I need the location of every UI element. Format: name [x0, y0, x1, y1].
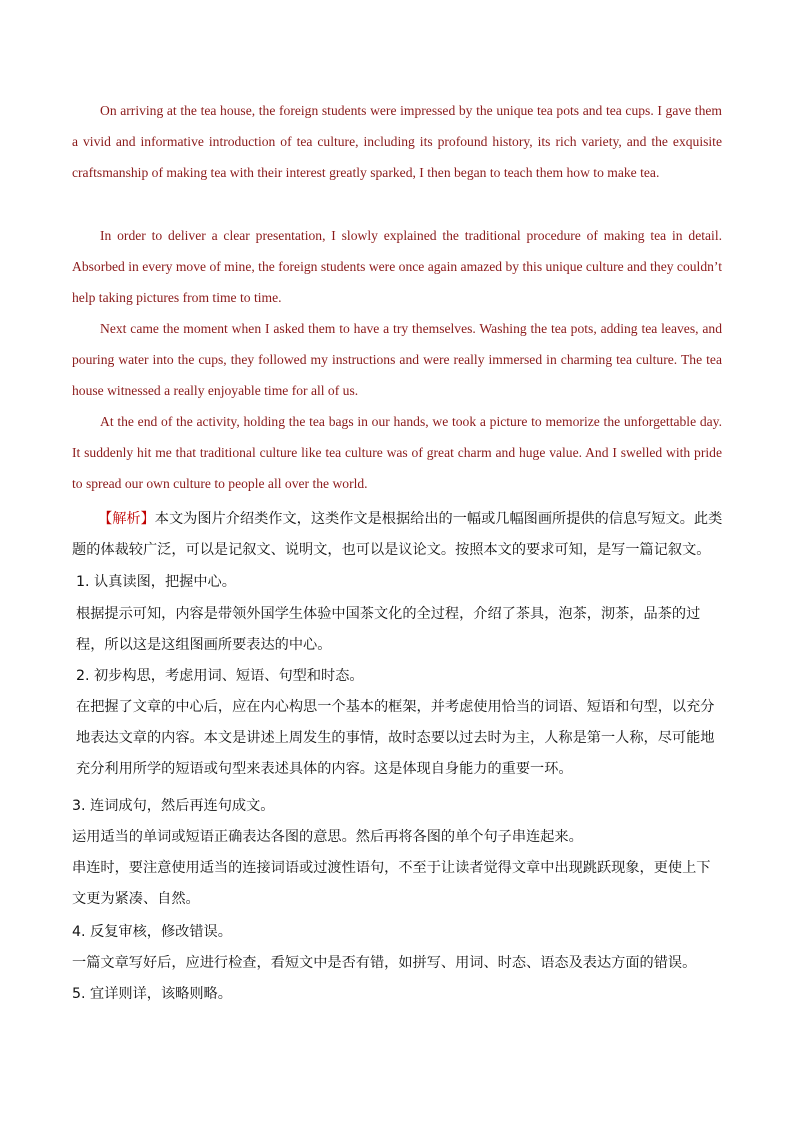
step-2-body: 在把握了文章的中心后，应在内心构思一个基本的框架，并考虑使用恰当的词语、短语和句型，以充分地表达文章的内容。本文是讲述上周发生的事情，故时态要以过去时为主，人称是第一人称，尽可能地充分利用所学的短语或句型来表述具体的内容。这是体现自身能力的重要一环。: [76, 699, 715, 777]
step-5-title: 5. 宜详则详，该略则略。: [72, 986, 232, 1002]
essay-paragraph-3-text: Next came the moment when I asked them to have a try themselves. Washing the tea pots, adding tea leaves, and pouring water into the cups, they followed my instructions and were really immersed in charming tea culture. The tea house witnessed a really enjoyable time for all of us.: [72, 321, 722, 398]
essay-paragraph-3: [72, 313, 722, 406]
step-1-title: 1. 认真读图，把握中心。: [76, 574, 236, 590]
analysis-intro-text: 本文为图片介绍类作文，这类作文是根据给出的一幅或几幅图画所提供的信息写短文。此类题的体裁较广泛，可以是记叙文、说明文，也可以是议论文。按照本文的要求可知，是写一篇记叙文。: [72, 511, 723, 558]
essay-paragraph-1: [72, 95, 722, 188]
analysis-intro: [72, 504, 724, 566]
essay-paragraph-2-text: In order to deliver a clear presentation, I slowly explained the traditional procedure of making tea in detail. Absorbed in every move of mine, the foreign students were once again amazed by this unique culture and they couldn’t help taking pictures from time to time.: [72, 228, 722, 305]
essay-paragraph-2: [72, 220, 722, 313]
step-4-title: 4. 反复审核，修改错误。: [72, 924, 232, 940]
essay-paragraph-4: [72, 406, 722, 499]
essay-paragraph-4-text: At the end of the activity, holding the tea bags in our hands, we took a picture to memorize the unforgettable day. It suddenly hit me that traditional culture like tea culture was of great charm and huge value. And I swelled with pride to spread our own culture to people all over the world.: [72, 414, 722, 491]
step-1-body: 根据提示可知，内容是带领外国学生体验中国茶文化的全过程，介绍了茶具，泡茶，沏茶，品茶的过程，所以这是这组图画所要表达的中心。: [76, 606, 701, 653]
step-3-body-2: 串连时，要注意使用适当的连接词语或过渡性语句，不至于让读者觉得文章中出现跳跃现象，更使上下文更为紧凑、自然。: [72, 860, 711, 907]
step-4-body: 一篇文章写好后，应进行检查，看短文中是否有错，如拼写、用词、时态、语态及表达方面的错误。: [72, 955, 697, 971]
step-2-title: 2. 初步构思，考虑用词、短语、句型和时态。: [76, 668, 364, 684]
essay-paragraph-1-text: On arriving at the tea house, the foreign students were impressed by the unique tea pots and tea cups. I gave them a vivid and informative introduction of tea culture, including its profound history, its rich variety, and the exquisite craftsmanship of making tea with their interest greatly sparked, I then began to teach them how to make tea.: [72, 103, 722, 180]
step-3-title: 3. 连词成句，然后再连句成文。: [72, 798, 275, 814]
analysis-tag: 【解析】: [98, 511, 155, 527]
step-3-body-1: 运用适当的单词或短语正确表达各图的意思。然后再将各图的单个句子串连起来。: [72, 829, 583, 845]
